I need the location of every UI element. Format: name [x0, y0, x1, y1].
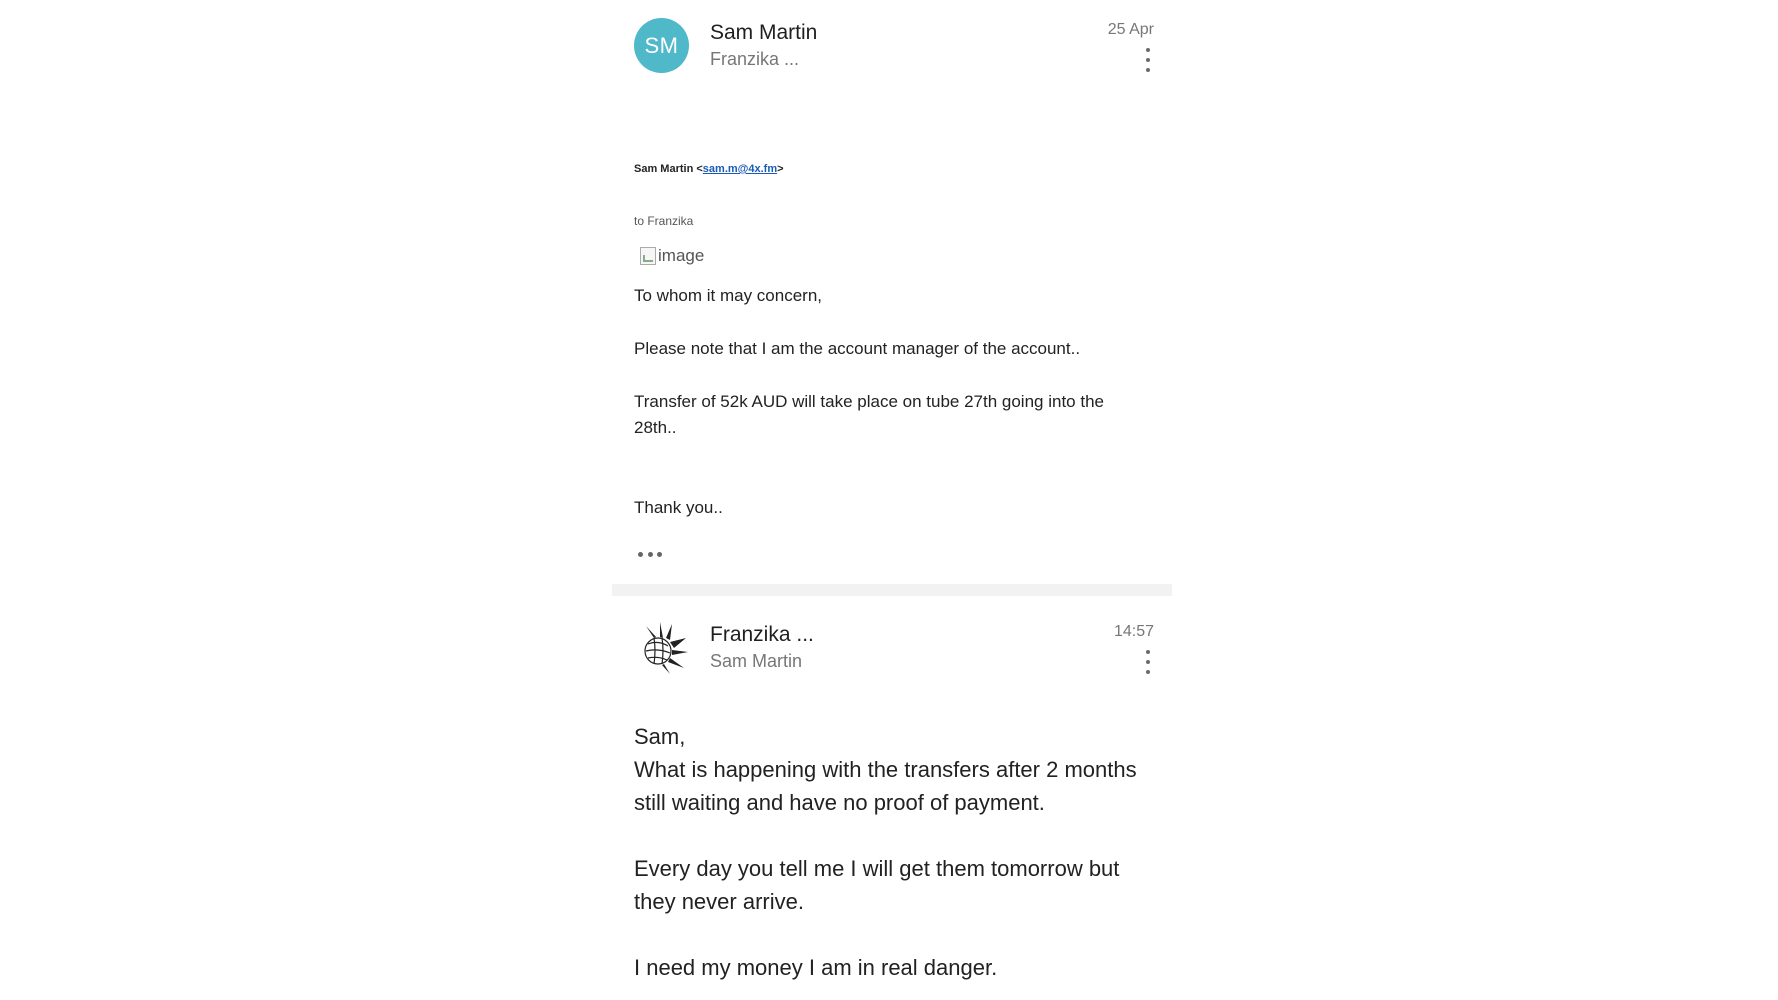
- body-line: What is happening with the transfers after 2 months: [634, 757, 1137, 782]
- from-prefix: <: [696, 163, 703, 175]
- message-time: 14:57: [1113, 623, 1154, 640]
- body-line: Transfer of 52k AUD will take place on tube 27th going into the: [634, 392, 1104, 411]
- from-suffix: >: [777, 163, 784, 175]
- body-line: still waiting and have no proof of payment.: [634, 790, 1045, 815]
- email-thread: [612, 0, 1172, 1000]
- message-date: 25 Apr: [1107, 21, 1154, 38]
- from-line: [634, 163, 784, 175]
- sender-name: Franzika ...: [710, 623, 814, 646]
- more-options-icon[interactable]: [1142, 48, 1154, 72]
- body-line: Every day you tell me I will get them tomorrow but: [634, 856, 1120, 881]
- avatar: [634, 620, 689, 675]
- sender-email-link[interactable]: sam.m@4x.fm: [702, 163, 778, 175]
- spiky-sketch-avatar-icon: [634, 620, 689, 675]
- more-options-icon[interactable]: [1142, 650, 1154, 674]
- message-header-1[interactable]: [634, 18, 1154, 88]
- body-line: they never arrive.: [634, 889, 804, 914]
- to-line: to Franzika: [634, 214, 694, 228]
- show-trimmed-content-icon[interactable]: [638, 548, 662, 560]
- broken-image-icon: [640, 247, 656, 265]
- broken-image[interactable]: [640, 245, 704, 267]
- from-name: Sam Martin: [634, 163, 694, 175]
- body-line: 28th..: [634, 418, 677, 437]
- body-line: Please note that I am the account manager of the account..: [634, 339, 1081, 358]
- recipient-name: Sam Martin: [710, 651, 803, 671]
- body-line: To whom it may concern,: [634, 286, 823, 305]
- body-line: Thank you..: [634, 498, 723, 517]
- sender-name: Sam Martin: [710, 21, 818, 44]
- message-header-2[interactable]: [634, 620, 1154, 690]
- avatar: SM: [634, 18, 689, 73]
- recipient-name: Franzika ...: [710, 49, 800, 69]
- body-line: I need my money I am in real danger.: [634, 955, 998, 980]
- image-alt-text: image: [658, 246, 705, 265]
- message-divider: [612, 584, 1172, 596]
- body-line: Sam,: [634, 724, 686, 749]
